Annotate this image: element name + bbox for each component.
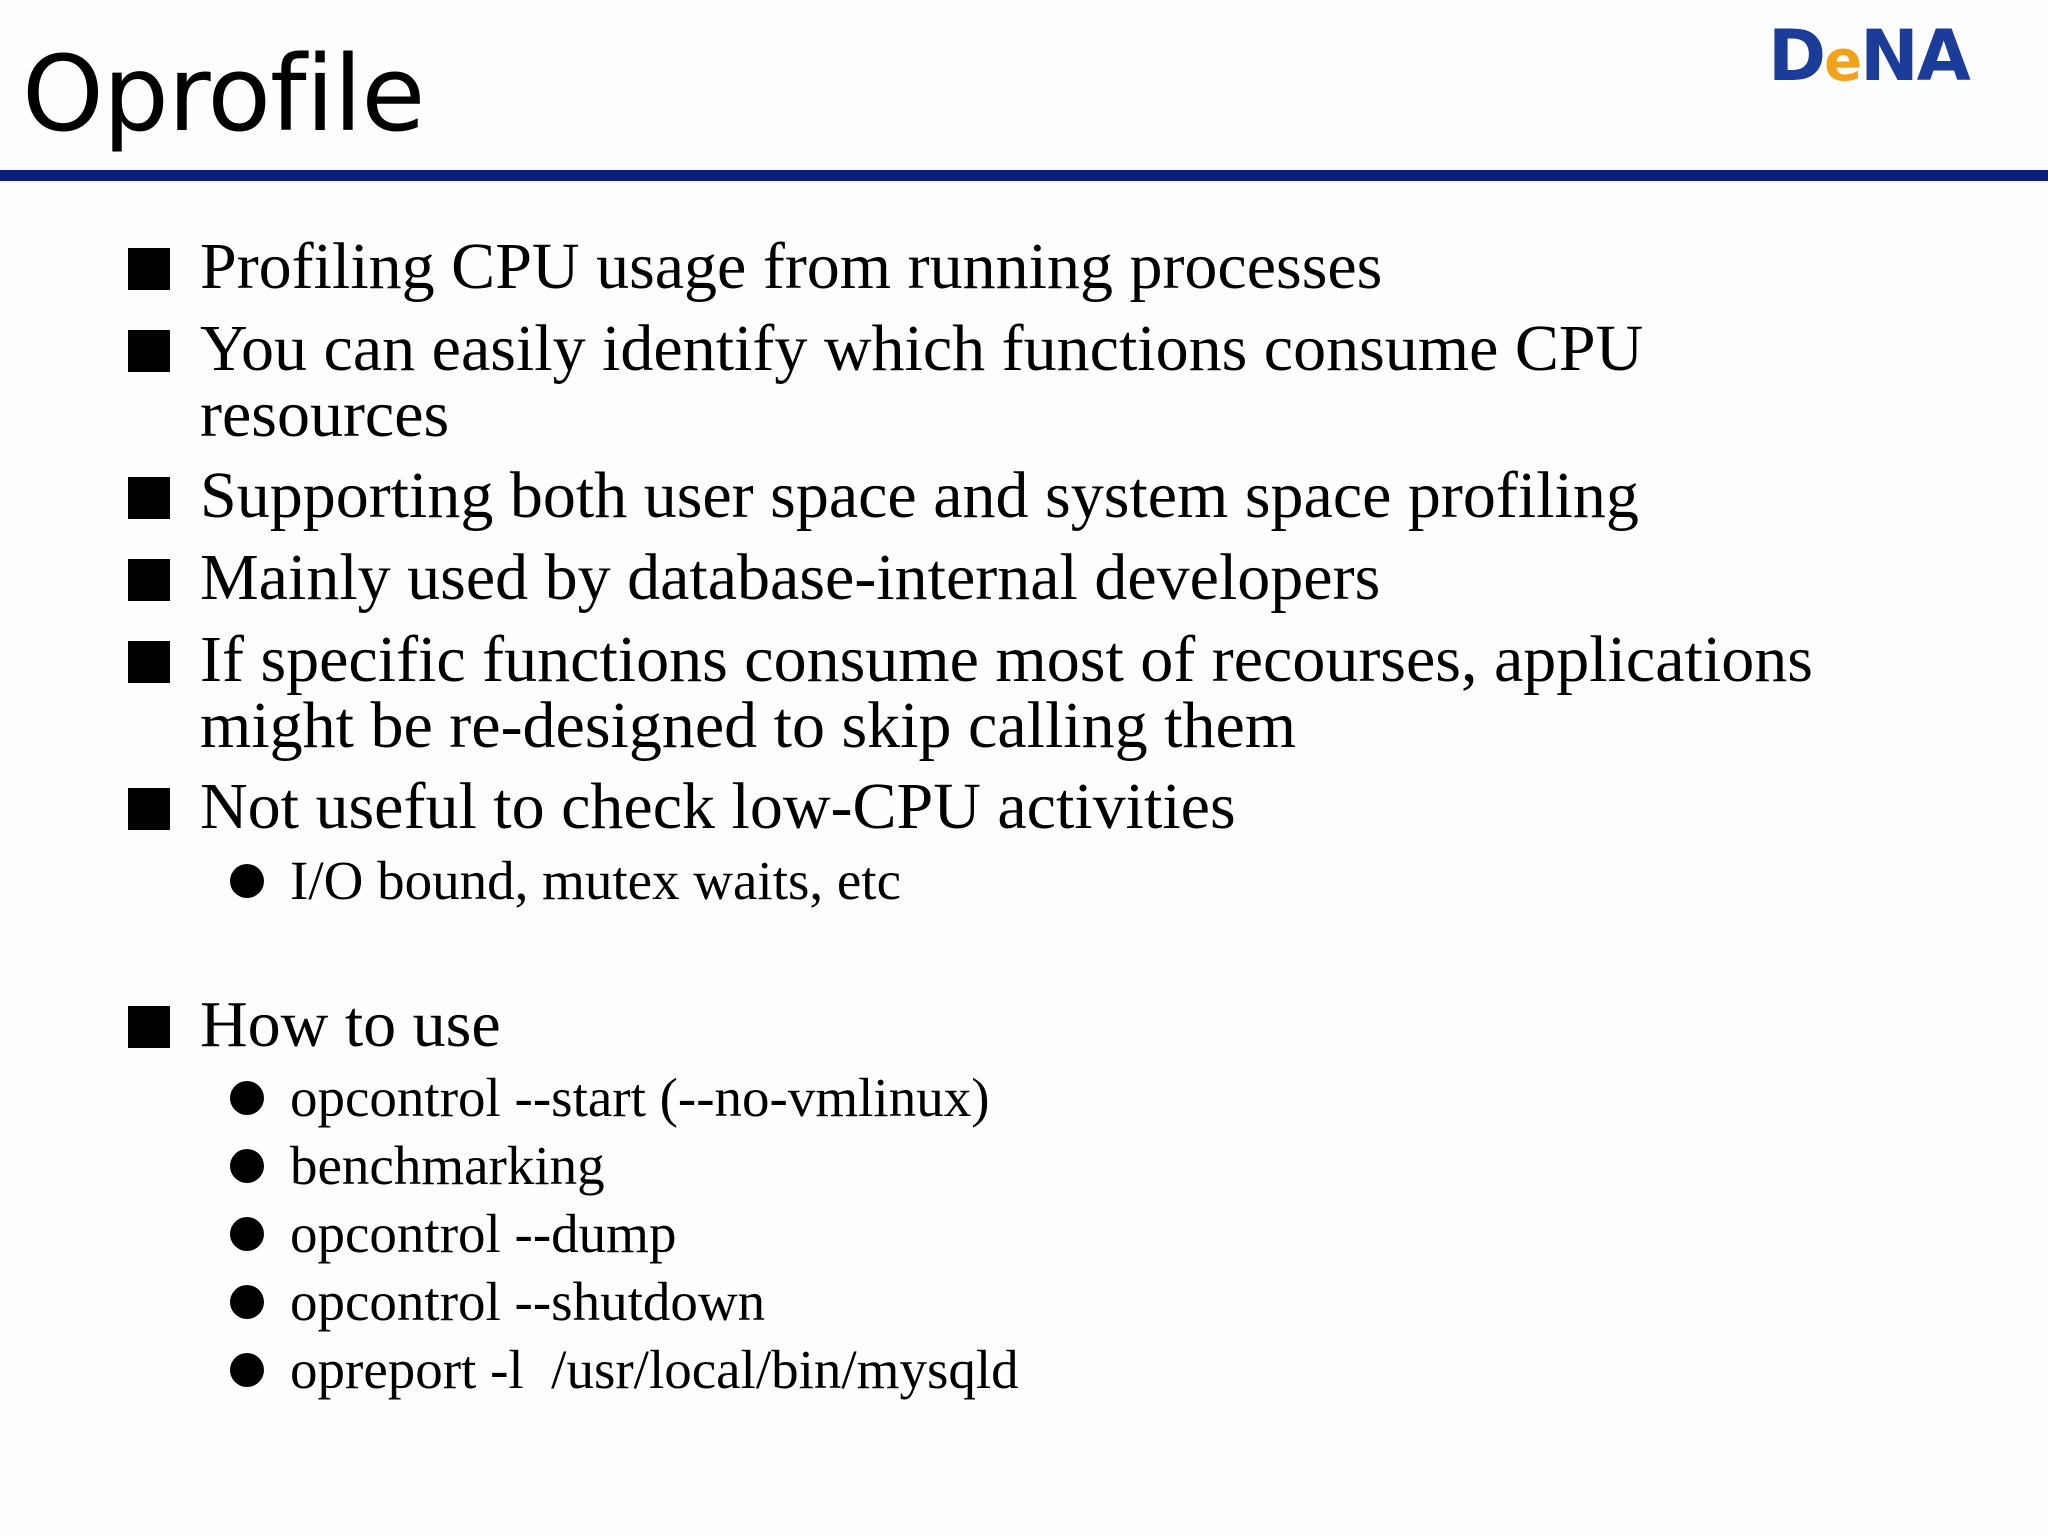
round-bullet-icon [230,1149,264,1183]
round-bullet-icon [230,1353,264,1387]
step-text: opcontrol --shutdown [290,1271,766,1332]
round-bullet-icon [230,864,264,898]
square-bullet-icon [128,248,170,290]
step-text: opcontrol --start (--no-vmlinux) [290,1067,990,1128]
step-text: opcontrol --dump [290,1203,677,1264]
round-bullet-icon [230,1285,264,1319]
square-bullet-icon [128,788,170,830]
bullet-text: Profiling CPU usage from running processes [200,230,1383,303]
bullet-text: Mainly used by database-internal developers [200,541,1381,614]
bullet-text: Not useful to check low-CPU activities [200,770,1236,843]
step-text: opreport -l /usr/local/bin/mysqld [290,1339,1019,1400]
step-text: benchmarking [290,1135,605,1196]
square-bullet-icon [128,477,170,519]
bullet-text: How to use [200,988,501,1061]
svg-text:DeNA: DeNA [1768,18,1969,97]
round-bullet-icon [230,1081,264,1115]
square-bullet-icon [128,1006,170,1048]
round-bullet-icon [230,1217,264,1251]
sub-bullet-text: I/O bound, mutex waits, etc [290,850,901,911]
bullet-text: Supporting both user space and system space profiling [200,459,1639,532]
bullet-text: If specific functions consume most of recourses, applications might be re-designed to skip calling them [200,623,1813,762]
square-bullet-icon [128,559,170,601]
bullet-text: You can easily identify which functions consume CPU resources [200,312,1644,451]
page-title: Oprofile [22,33,425,155]
square-bullet-icon [128,330,170,372]
square-bullet-icon [128,641,170,683]
